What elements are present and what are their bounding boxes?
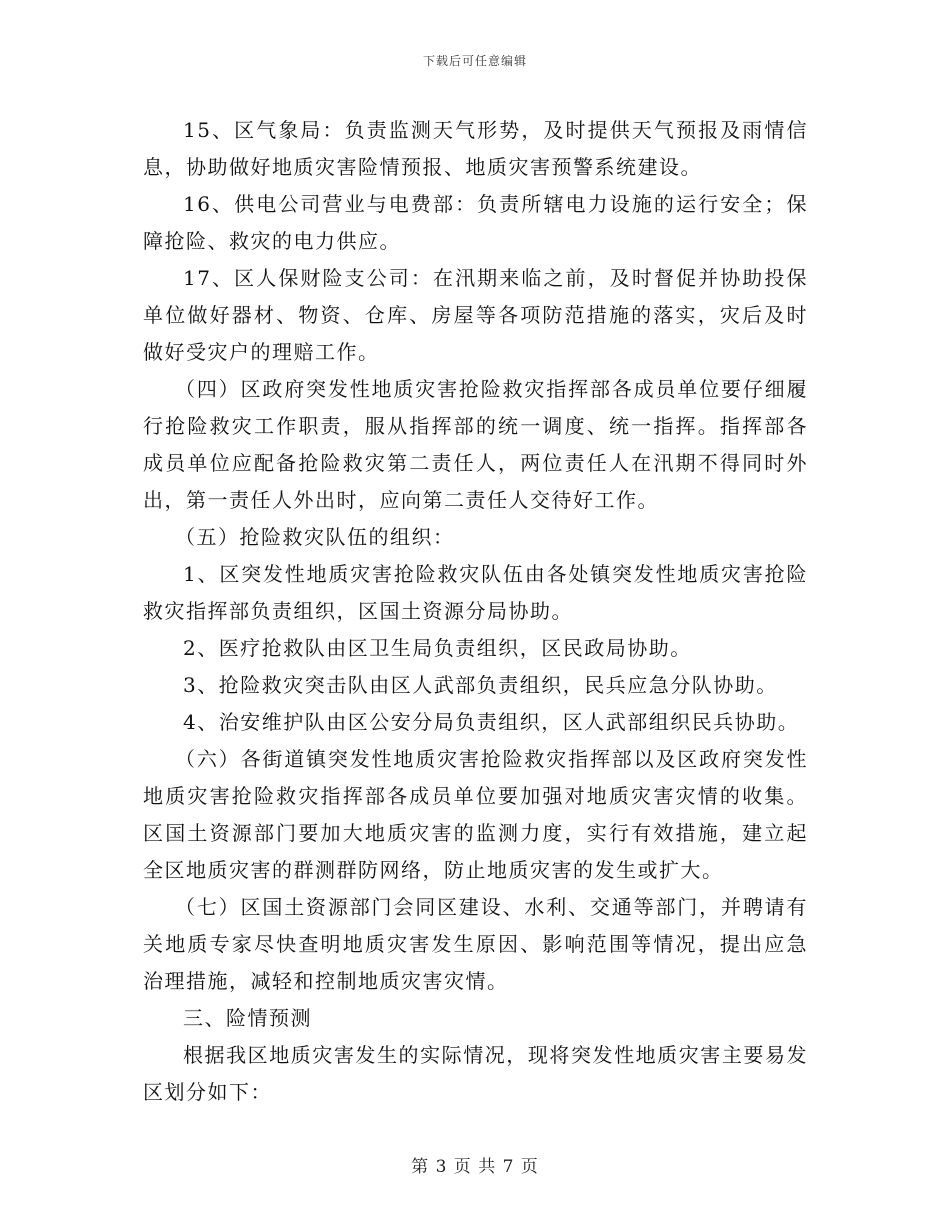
paragraph-item-3: 3、抢险救灾突击队由区人武部负责组织，民兵应急分队协助。 [183, 673, 778, 697]
paragraph-16-power-supply: 16、供电公司营业与电费部：负责所辖电力设施的运行安全；保障抢险、救灾的电力供应。 [143, 192, 808, 253]
paragraph-item-1: 1、区突发性地质灾害抢险救灾队伍由各处镇突发性地质灾害抢险救灾指挥部负责组织，区国土资源分局协助。 [143, 562, 808, 623]
paragraph-section-7: （七）区国土资源部门会同区建设、水利、交通等部门，并聘请有关地质专家尽快查明地质灾害发生原因、影响范围等情况，提出应急治理措施，减轻和控制地质灾害灾情。 [143, 895, 808, 993]
paragraph-section-4: （四）区政府突发性地质灾害抢险救灾指挥部各成员单位要仔细履行抢险救灾工作职责，服从指挥部的统一调度、统一指挥。指挥部各成员单位应配备抢险救灾第二责任人，两位责任人在汛期不得同时外出，第一责任人外出时，应向第二责任人交待好工作。 [143, 377, 808, 512]
paragraph-item-4: 4、治安维护队由区公安分局负责组织，区人武部组织民兵协助。 [183, 710, 800, 734]
paragraph-section-6: （六）各街道镇突发性地质灾害抢险救灾指挥部以及区政府突发性地质灾害抢险救灾指挥部各成员单位要加强对地质灾害灾情的收集。区国土资源部门要加大地质灾害的监测力度，实行有效措施，建立起全区地质灾害的群测群防网络，防止地质灾害的发生或扩大。 [143, 747, 808, 882]
paragraph-15-weather-bureau: 15、区气象局：负责监测天气形势，及时提供天气预报及雨情信息，协助做好地质灾害险情预报、地质灾害预警系统建设。 [143, 118, 808, 179]
paragraph-risk-zones-intro: 根据我区地质灾害发生的实际情况，现将突发性地质灾害主要易发区划分如下： [143, 1043, 808, 1104]
paragraph-section-5: （五）抢险救灾队伍的组织： [175, 525, 455, 549]
document-body [143, 112, 808, 1111]
section-heading-risk-prediction: 三、险情预测 [183, 1006, 312, 1030]
page-footer: 第 3 页 共 7 页 [411, 1157, 539, 1177]
page-header: 下载后可任意编辑 [422, 54, 527, 68]
paragraph-17-insurance: 17、区人保财险支公司：在汛期来临之前，及时督促并协助投保单位做好器材、物资、仓库、房屋等各项防范措施的落实，灾后及时做好受灾户的理赔工作。 [143, 266, 808, 364]
paragraph-item-2: 2、医疗抢救队由区卫生局负责组织，区民政局协助。 [183, 636, 692, 660]
